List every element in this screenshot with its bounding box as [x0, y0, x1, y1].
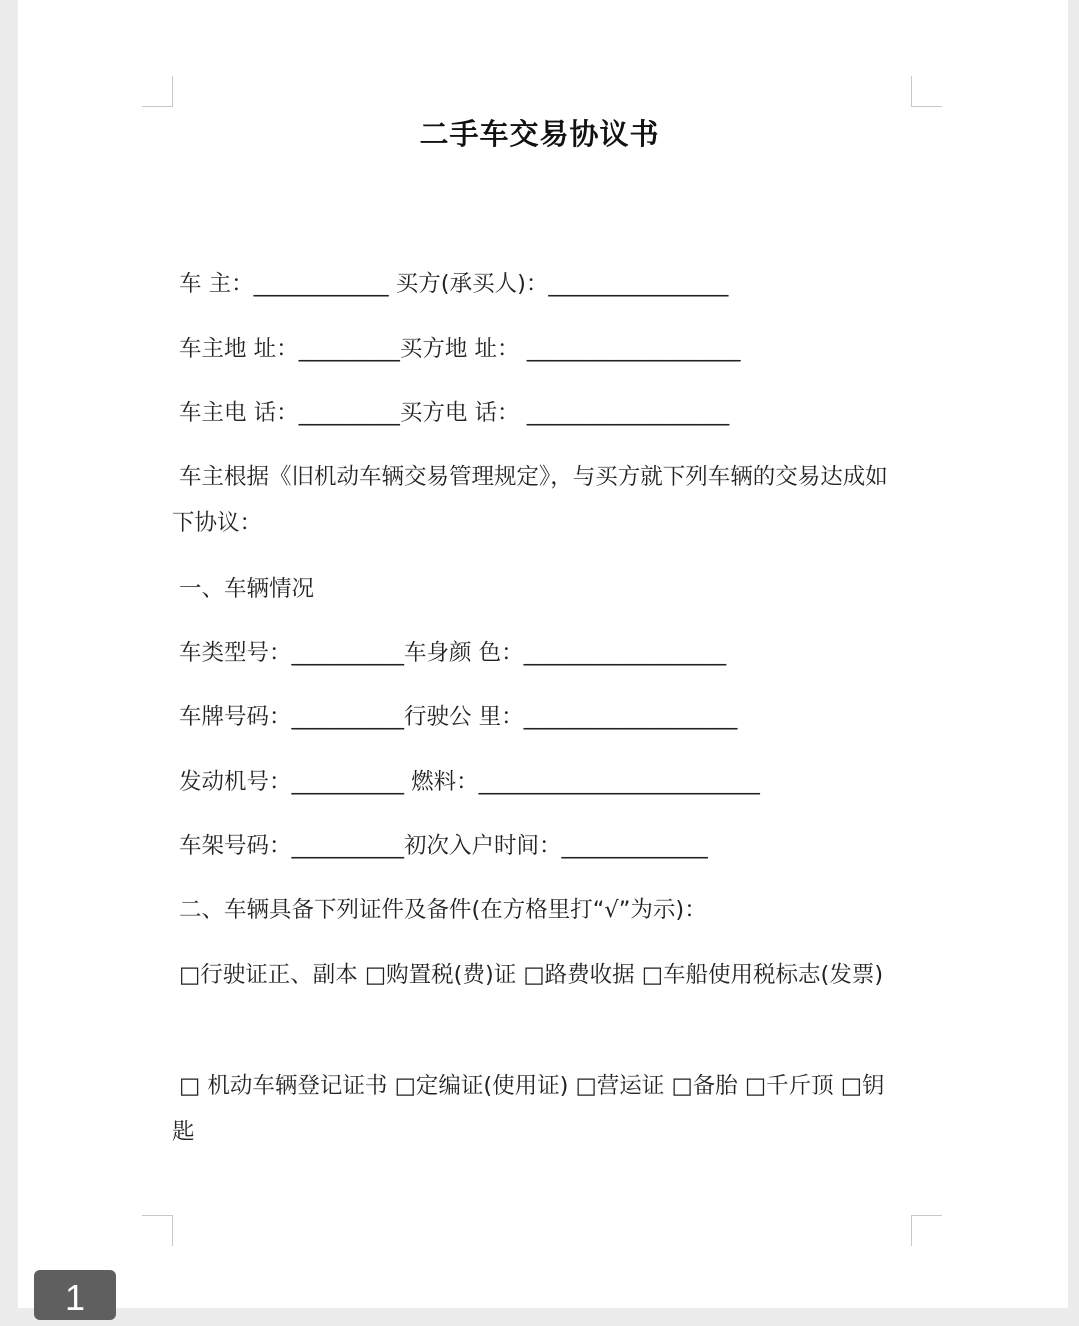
phone-line: 车主电 话：_________买方电 话： __________________: [179, 400, 730, 426]
documents-checklist-2: □ 机动车辆登记证书 □定编证(使用证) □营运证 □备胎 □千斤顶 □钥匙: [172, 1073, 885, 1145]
document-title: 二手车交易协议书: [419, 117, 660, 151]
section-documents-heading: 二、车辆具备下列证件及备件(在方格里打“√”为示)：: [179, 897, 707, 923]
page-number-badge[interactable]: 1: [34, 1270, 116, 1320]
margin-corner-bottom-right: [911, 1215, 942, 1246]
margin-corner-top-left: [142, 76, 173, 107]
model-color-line: 车类型号：__________车身颜 色：__________________: [179, 640, 727, 666]
margin-corner-top-right: [911, 76, 942, 107]
intro-paragraph: 车主根据《旧机动车辆交易管理规定》，与买方就下列车辆的交易达成如下协议：: [172, 464, 888, 536]
engine-fuel-line: 发动机号：__________ 燃料：_________________________: [179, 769, 760, 795]
frame-date-line: 车架号码：__________初次入户时间：_____________: [179, 833, 708, 859]
section-vehicle-heading: 一、车辆情况: [179, 576, 315, 602]
documents-checklist-1: □行驶证正、副本 □购置税(费)证 □路费收据 □车船使用税标志(发票): [179, 962, 884, 988]
plate-mileage-line: 车牌号码：__________行驶公 里：___________________: [179, 704, 738, 730]
address-line: 车主地 址：_________买方地 址： ___________________: [179, 336, 741, 362]
owner-buyer-line: 车 主：____________ 买方(承买人)：________________: [179, 271, 729, 297]
margin-corner-bottom-left: [142, 1215, 173, 1246]
